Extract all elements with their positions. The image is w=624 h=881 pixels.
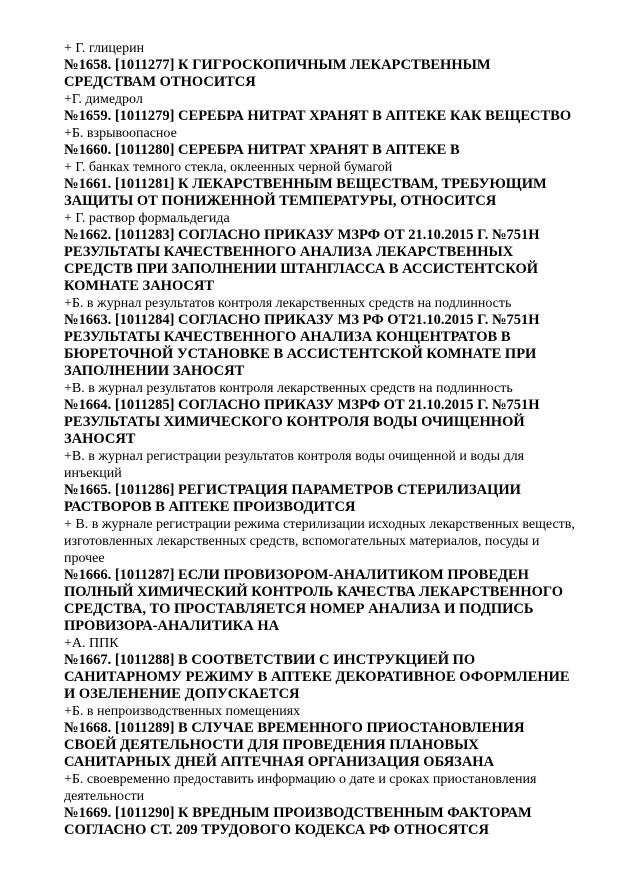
question-heading: №1668. [1011289] В СЛУЧАЕ ВРЕМЕННОГО ПРИОСТАНОВЛЕНИЯ СВОЕЙ ДЕЯТЕЛЬНОСТИ ДЛЯ ПРОВЕДЕНИЯ ПЛАНОВЫХ САНИТАРНЫХ ДНЕЙ АПТЕЧНАЯ ОРГАНИЗАЦИЯ ОБЯЗАНА <box>64 720 525 770</box>
question-heading: №1660. [1011280] СЕРЕБРА НИТРАТ ХРАНЯТ В АПТЕКЕ В <box>64 142 460 158</box>
document-page <box>64 40 576 839</box>
question-heading: №1669. [1011290] К ВРЕДНЫМ ПРОИЗВОДСТВЕННЫМ ФАКТОРАМ СОГЛАСНО СТ. 209 ТРУДОВОГО КОДЕКСА РФ ОТНОСЯТСЯ <box>64 805 532 838</box>
answer-line: +Г. димедрол <box>64 92 143 107</box>
question-heading: №1659. [1011279] СЕРЕБРА НИТРАТ ХРАНЯТ В АПТЕКЕ КАК ВЕЩЕСТВО <box>64 108 572 124</box>
answer-line: + Г. банках темного стекла, оклеенных черной бумагой <box>64 160 393 175</box>
question-heading: №1662. [1011283] СОГЛАСНО ПРИКАЗУ МЗРФ ОТ 21.10.2015 Г. №751Н РЕЗУЛЬТАТЫ КАЧЕСТВЕННОГО АНАЛИЗА ЛЕКАРСТВЕННЫХ СРЕДСТВ ПРИ ЗАПОЛНЕНИИ ШТАНГЛАССА В АССИСТЕНТСКОЙ КОМНАТЕ ЗАНОСЯТ <box>64 227 540 294</box>
question-heading: №1665. [1011286] РЕГИСТРАЦИЯ ПАРАМЕТРОВ СТЕРИЛИЗАЦИИ РАСТВОРОВ В АПТЕКЕ ПРОИЗВОДИТСЯ <box>64 482 521 515</box>
question-heading: №1663. [1011284] СОГЛАСНО ПРИКАЗУ МЗ РФ ОТ21.10.2015 Г. №751Н РЕЗУЛЬТАТЫ КАЧЕСТВЕННОГО АНАЛИЗА КОНЦЕНТРАТОВ В БЮРЕТОЧНОЙ УСТАНОВКЕ В АССИСТЕНТСКОЙ КОМНАТЕ ПРИ ЗАПОЛНЕНИИ ЗАНОСЯТ <box>64 312 540 379</box>
answer-line: +Б. своевременно предоставить информацию о дате и сроках приостановления деятельности <box>64 772 537 804</box>
answer-line: +В. в журнал регистрации результатов контроля воды очищенной и воды для инъекций <box>64 449 525 481</box>
answer-line: + Г. глицерин <box>64 41 145 56</box>
answer-line: + Г. раствор формальдегида <box>64 211 230 226</box>
question-heading: №1661. [1011281] К ЛЕКАРСТВЕННЫМ ВЕЩЕСТВАМ, ТРЕБУЮЩИМ ЗАЩИТЫ ОТ ПОНИЖЕННОЙ ТЕМПЕРАТУРЫ, ОТНОСИТСЯ <box>64 176 547 209</box>
answer-line: +Б. в непроизводственных помещениях <box>64 704 301 719</box>
answer-line: + В. в журнале регистрации режима стерилизации исходных лекарственных веществ, изготовленных лекарственных средств, вспомогательных материалов, посуды и прочее <box>64 517 575 566</box>
question-heading: №1658. [1011277] К ГИГРОСКОПИЧНЫМ ЛЕКАРСТВЕННЫМ СРЕДСТВАМ ОТНОСИТСЯ <box>64 57 491 90</box>
question-heading: №1664. [1011285] СОГЛАСНО ПРИКАЗУ МЗРФ ОТ 21.10.2015 Г. №751Н РЕЗУЛЬТАТЫ ХИМИЧЕСКОГО КОНТРОЛЯ ВОДЫ ОЧИЩЕННОЙ ЗАНОСЯТ <box>64 397 540 447</box>
answer-line: +Б. в журнал результатов контроля лекарственных средств на подлинность <box>64 296 512 311</box>
answer-line: +А. ППК <box>64 636 119 651</box>
answer-line: +Б. взрывоопасное <box>64 126 177 141</box>
question-heading: №1667. [1011288] В СООТВЕТСТВИИ С ИНСТРУКЦИЕЙ ПО САНИТАРНОМУ РЕЖИМУ В АПТЕКЕ ДЕКОРАТИВНОЕ ОФОРМЛЕНИЕ И ОЗЕЛЕНЕНИЕ ДОПУСКАЕТСЯ <box>64 652 570 702</box>
answer-line: +В. в журнал результатов контроля лекарственных средств на подлинность <box>64 381 513 396</box>
question-heading: №1666. [1011287] ЕСЛИ ПРОВИЗОРОМ-АНАЛИТИКОМ ПРОВЕДЕН ПОЛНЫЙ ХИМИЧЕСКИЙ КОНТРОЛЬ КАЧЕСТВА ЛЕКАРСТВЕННОГО СРЕДСТВА, ТО ПРОСТАВЛЯЕТСЯ НОМЕР АНАЛИЗА И ПОДПИСЬ ПРОВИЗОРА-АНАЛИТИКА НА <box>64 567 564 634</box>
